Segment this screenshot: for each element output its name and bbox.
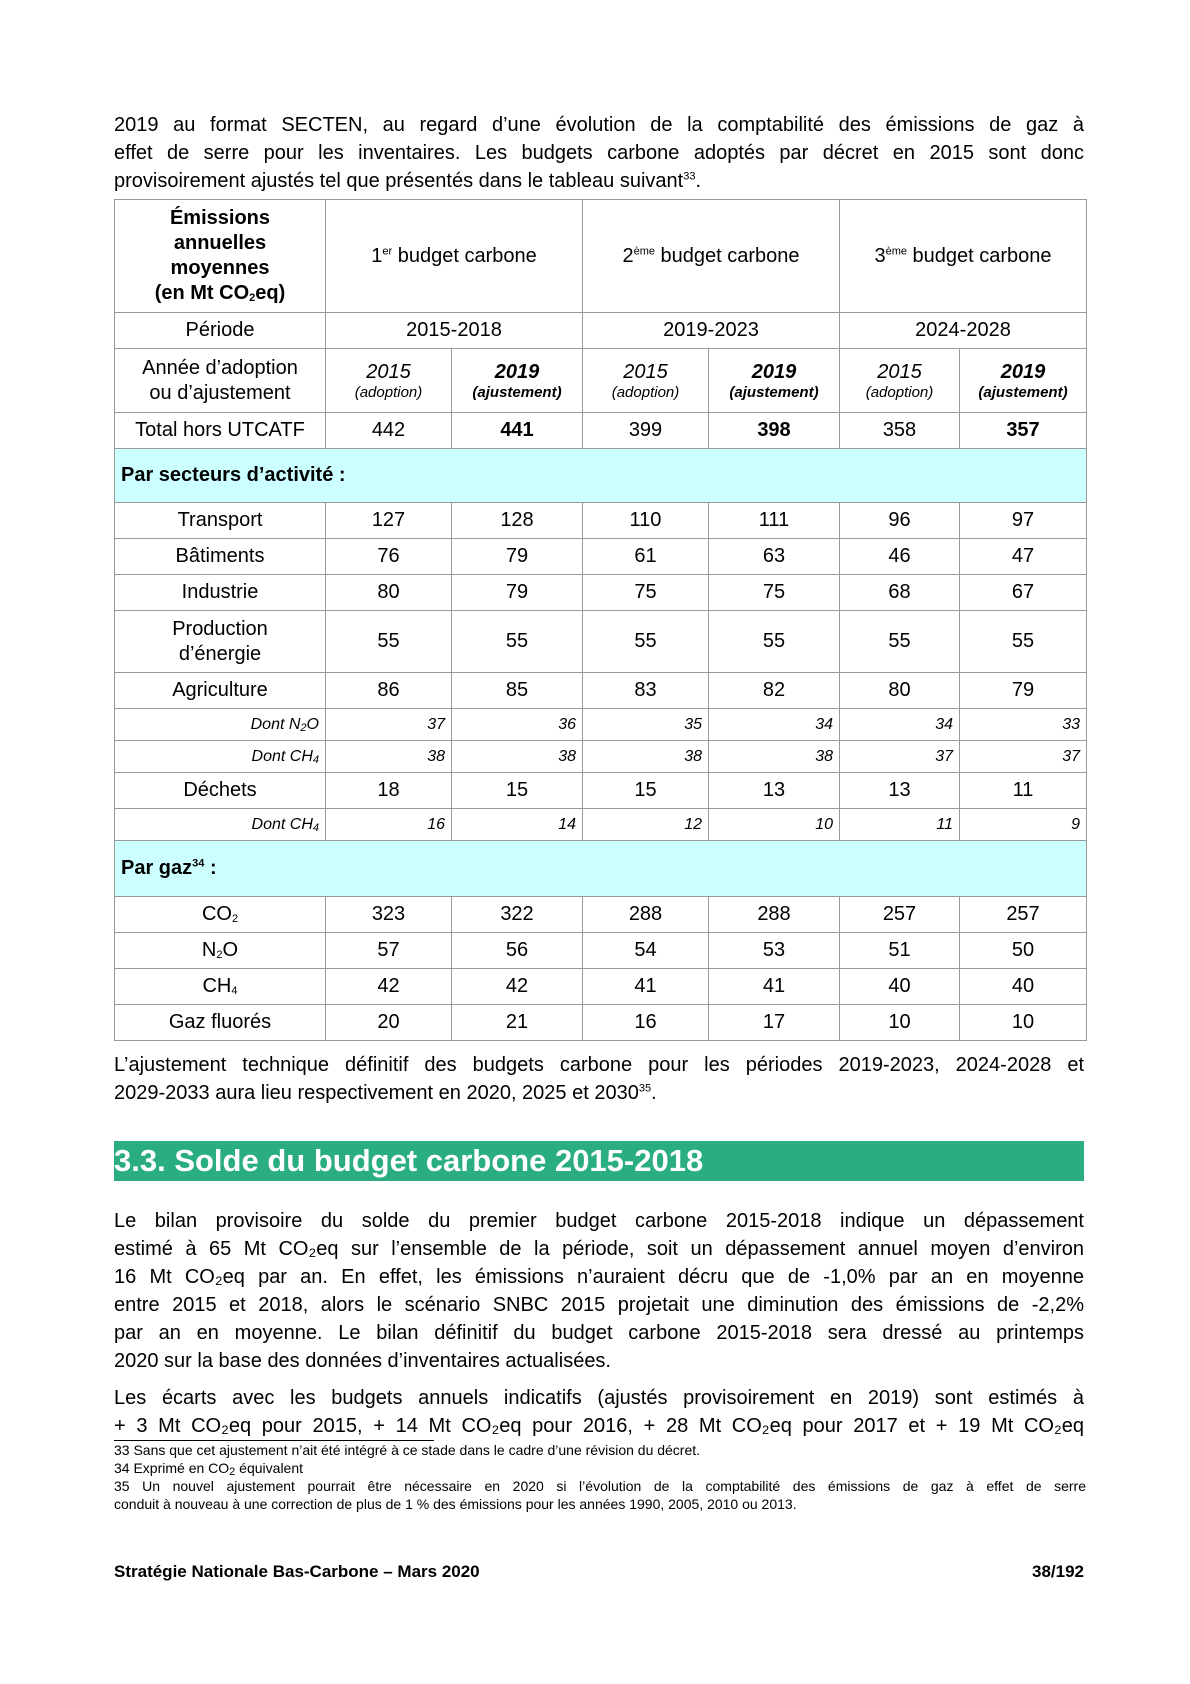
table-cell: 54 [583,933,709,969]
table-cell: 257 [840,897,960,933]
sub-label: Dont CH [251,815,313,833]
table-cell: 441 [452,413,583,449]
table-cell: 36 [452,709,583,741]
table-cell: 34 [709,709,840,741]
page-footer [114,1562,1084,1582]
table-cell: 21 [452,1005,583,1041]
table-cell: 42 [326,969,452,1005]
gas-section-label: Par gaz [121,857,193,879]
table-cell: 80 [326,575,452,611]
table-cell: 79 [960,673,1087,709]
table-cell: 37 [960,741,1087,773]
table-cell: 34 [840,709,960,741]
row-label: Industrie [115,575,326,611]
p2-line: Les écarts avec les budgets annuels indicatifs (ajustés provisoirement en 2019) sont estimés à [114,1387,1084,1409]
table-row [115,969,1087,1005]
year-cell [326,349,452,413]
table-cell: 33 [960,709,1087,741]
corner-line-3: moyennes [170,257,270,279]
row-label [115,933,326,969]
p1-line: Le bilan provisoire du solde du premier budget carbone 2015-2018 indique un dépassement [114,1210,1084,1232]
budget-3-label: budget carbone [906,244,1052,267]
footnotes [114,1441,1086,1513]
section-label: Par secteurs d’activité : [115,449,1087,503]
period-1: 2015-2018 [326,313,583,349]
after-line-2-end: . [651,1082,657,1104]
table-cell: 10 [709,809,840,841]
sub-label-sub: 4 [312,821,319,834]
table-cell: 442 [326,413,452,449]
table-cell: 75 [709,575,840,611]
table-subrow [115,709,1087,741]
row-label [115,969,326,1005]
table-cell: 323 [326,897,452,933]
table-cell: 75 [583,575,709,611]
year-a: 2015 [366,360,411,383]
table-row [115,575,1087,611]
gas-section-end: : [204,857,217,879]
table-cell: 67 [960,575,1087,611]
table-cell: 50 [960,933,1087,969]
table-cell: 56 [452,933,583,969]
row-label: Bâtiments [115,539,326,575]
p1-line: entre 2015 et 2018, alors le scénario SNBC 2015 projetait une diminution des émissions de -2,2% [114,1294,1084,1316]
table-row [115,933,1087,969]
row-label [115,741,326,773]
table-cell: 96 [840,503,960,539]
p1-line: 2020 sur la base des données d’inventaires actualisées. [114,1350,611,1372]
budget-2-sup: ème [633,244,655,257]
table-cell: 11 [960,773,1087,809]
section-row-gas [115,841,1087,897]
corner-line-4: (en Mt CO [154,282,250,304]
table-cell: 10 [960,1005,1087,1041]
after-line-2 [114,1079,1084,1107]
corner-line-4-end: eq) [255,282,286,304]
table-cell: 86 [326,673,452,709]
p1-line: par an en moyenne. Le bilan définitif du budget carbone 2015-2018 sera dressé au printemps [114,1322,1084,1344]
table-cell: 9 [960,809,1087,841]
gas-label: CO [201,903,232,925]
table-cell: 257 [960,897,1087,933]
table-cell: 10 [840,1005,960,1041]
footnote-ref-34: 34 [192,857,205,870]
year-b-sub: (ajustement) [978,383,1068,401]
year-row [115,349,1087,413]
table-cell: 63 [709,539,840,575]
footnote-34-sub: 2 [229,1466,236,1478]
row-label [115,611,326,673]
year-label-2: ou d’ajustement [149,381,291,404]
table-row [115,897,1087,933]
table-cell: 35 [583,709,709,741]
table-cell: 80 [840,673,960,709]
gas-label: N [201,939,217,961]
table-cell: 76 [326,539,452,575]
table-cell: 38 [452,741,583,773]
footnote-33: 33 Sans que cet ajustement n’ait été intégré à ce stade dans le cadre d’une révision du décret. [114,1442,701,1458]
row-label: Gaz fluorés [115,1005,326,1041]
corner-line-2: annuelles [173,232,267,254]
body-paragraph-2 [114,1384,1084,1440]
row-label: Transport [115,503,326,539]
table-cell: 38 [583,741,709,773]
year-a-sub: (adoption) [611,383,680,401]
sub-label: Dont N [250,715,301,733]
table-row [115,773,1087,809]
table-cell: 46 [840,539,960,575]
table-cell: 357 [960,413,1087,449]
period-row [115,313,1087,349]
table-cell: 40 [960,969,1087,1005]
table-cell: 16 [326,809,452,841]
year-cell [840,349,960,413]
energy-label-2: d’énergie [178,642,262,665]
section-row-sectors [115,449,1087,503]
period-label: Période [115,313,326,349]
budget-header-2 [583,200,840,313]
table-row [115,539,1087,575]
gas-label: CH [202,975,232,997]
year-b: 2019 [751,360,797,383]
row-label: Total hors UTCATF [115,413,326,449]
table-subrow [115,741,1087,773]
sub-label-end: O [306,715,319,733]
table-cell: 13 [840,773,960,809]
table-cell: 55 [452,611,583,673]
gas-label-sub: 4 [231,985,238,997]
year-b: 2019 [1000,360,1046,383]
footnote-34-text: 34 Exprimé en CO [114,1460,230,1476]
budget-3-ord: 3 [874,244,886,267]
period-2: 2019-2023 [583,313,840,349]
table-cell: 20 [326,1005,452,1041]
table-cell: 13 [709,773,840,809]
row-label: Agriculture [115,673,326,709]
intro-line-3 [114,167,1084,195]
sub-label-sub: 2 [300,721,307,734]
footnote-35-line-2: conduit à nouveau à une correction de plus de 1 % des émissions pour les années 1990, 2005, 2010 ou 2013. [114,1496,797,1512]
table-cell: 38 [326,741,452,773]
intro-line-3-text: provisoirement ajustés tel que présentés dans le tableau suivant [114,170,684,192]
table-cell: 41 [709,969,840,1005]
row-label [115,897,326,933]
period-3: 2024-2028 [840,313,1087,349]
table-row [115,611,1087,673]
table-cell: 68 [840,575,960,611]
table-cell: 83 [583,673,709,709]
table-cell: 37 [840,741,960,773]
table-cell: 42 [452,969,583,1005]
table-cell: 398 [709,413,840,449]
intro-paragraph [114,111,1084,195]
table-cell: 51 [840,933,960,969]
p1-line: estimé à 65 Mt CO₂eq sur l’ensemble de la période, soit un dépassement annuel moyen d’environ [114,1238,1084,1260]
table-cell: 61 [583,539,709,575]
table-cell: 15 [452,773,583,809]
table-cell: 38 [709,741,840,773]
after-line-1: L’ajustement technique définitif des budgets carbone pour les périodes 2019-2023, 2024-2028 et [114,1054,1084,1076]
table-cell: 40 [840,969,960,1005]
budget-3-sup: ème [885,244,907,257]
footnote-ref-33: 33 [683,170,696,183]
table-cell: 85 [452,673,583,709]
row-label: Déchets [115,773,326,809]
year-a: 2015 [877,360,922,383]
energy-label-1: Production [172,617,268,640]
intro-line-1: 2019 au format SECTEN, au regard d’une évolution de la comptabilité des émissions de gaz à [114,114,1084,136]
body-paragraph-1 [114,1207,1084,1375]
table-cell: 79 [452,539,583,575]
table-cell: 37 [326,709,452,741]
table-cell: 79 [452,575,583,611]
table-row [115,503,1087,539]
table-cell: 127 [326,503,452,539]
table-cell: 82 [709,673,840,709]
intro-line-3-end: . [695,170,702,192]
footer-title: Stratégie Nationale Bas-Carbone – Mars 2020 [114,1562,480,1581]
table-cell: 17 [709,1005,840,1041]
section-heading: 3.3. Solde du budget carbone 2015-2018 [114,1141,1084,1181]
table-cell: 47 [960,539,1087,575]
budget-1-sup: er [382,244,393,257]
table-cell: 111 [709,503,840,539]
table-cell: 53 [709,933,840,969]
table-cell: 55 [326,611,452,673]
footnote-34 [114,1459,1086,1477]
table-cell: 97 [960,503,1087,539]
year-cell [960,349,1087,413]
sub-label: Dont CH [251,747,313,765]
table-cell: 358 [840,413,960,449]
table-cell: 12 [583,809,709,841]
footnote-34-end: équivalent [235,1460,304,1476]
year-cell [709,349,840,413]
table-cell: 18 [326,773,452,809]
table-cell: 128 [452,503,583,539]
document-page [114,111,1084,1513]
year-label [115,349,326,413]
table-cell: 399 [583,413,709,449]
table-cell: 41 [583,969,709,1005]
budget-1-label: budget carbone [392,244,537,267]
table-cell: 14 [452,809,583,841]
gas-label-sub: 2 [216,949,223,961]
footnote-ref-35: 35 [638,1082,652,1095]
year-a-sub: (adoption) [354,383,423,401]
footnote-35-line-1: 35 Un nouvel ajustement pourrait être nécessaire en 2020 si l’évolution de la comptabilité des émissions de gaz à effet de serre [114,1478,1086,1494]
corner-line-1: Émissions [169,207,271,229]
table-cell: 57 [326,933,452,969]
table-cell: 110 [583,503,709,539]
year-cell [452,349,583,413]
table-cell: 288 [583,897,709,933]
sub-label-sub: 4 [312,753,319,766]
table-row [115,673,1087,709]
corner-sub: 2 [249,292,256,304]
year-a: 2015 [623,360,668,383]
budget-2-label: budget carbone [654,244,800,267]
table-row [115,1005,1087,1041]
table-cell: 55 [960,611,1087,673]
table-cell: 55 [840,611,960,673]
gas-label-sub: 2 [231,913,239,925]
intro-line-2: effet de serre pour les inventaires. Les budgets carbone adoptés par décret en 2015 sont donc [114,142,1084,164]
budget-header-1 [326,200,583,313]
table-cell: 322 [452,897,583,933]
after-table-paragraph [114,1051,1084,1107]
table-cell: 55 [583,611,709,673]
carbon-budget-table [114,199,1087,1041]
year-a-sub: (adoption) [865,383,934,401]
table-cell: 55 [709,611,840,673]
budget-1-ord: 1 [371,244,383,267]
page-number: 38/192 [1032,1562,1084,1581]
p1-line: 16 Mt CO₂eq par an. En effet, les émissions n’auraient décru que de -1,0% par an en moyenne [114,1266,1084,1288]
table-cell: 15 [583,773,709,809]
table-cell: 288 [709,897,840,933]
after-line-2-text: 2029-2033 aura lieu respectivement en 2020, 2025 et 2030 [114,1082,639,1104]
table-header-row [115,200,1087,313]
row-label [115,709,326,741]
section-label [115,841,1087,897]
gas-label-end: O [222,939,239,961]
table-subrow [115,809,1087,841]
table-cell: 16 [583,1005,709,1041]
p2-line: + 3 Mt CO₂eq pour 2015, + 14 Mt CO₂eq pour 2016, + 28 Mt CO₂eq pour 2017 et + 19 Mt CO₂eq [114,1415,1084,1437]
budget-2-ord: 2 [622,244,634,267]
table-corner-header [115,200,326,313]
year-cell [583,349,709,413]
year-b-sub: (ajustement) [729,383,819,401]
total-row [115,413,1087,449]
table-cell: 11 [840,809,960,841]
year-label-1: Année d’adoption [142,356,298,379]
budget-header-3 [840,200,1087,313]
row-label [115,809,326,841]
year-b-sub: (ajustement) [472,383,562,401]
year-b: 2019 [494,360,540,383]
